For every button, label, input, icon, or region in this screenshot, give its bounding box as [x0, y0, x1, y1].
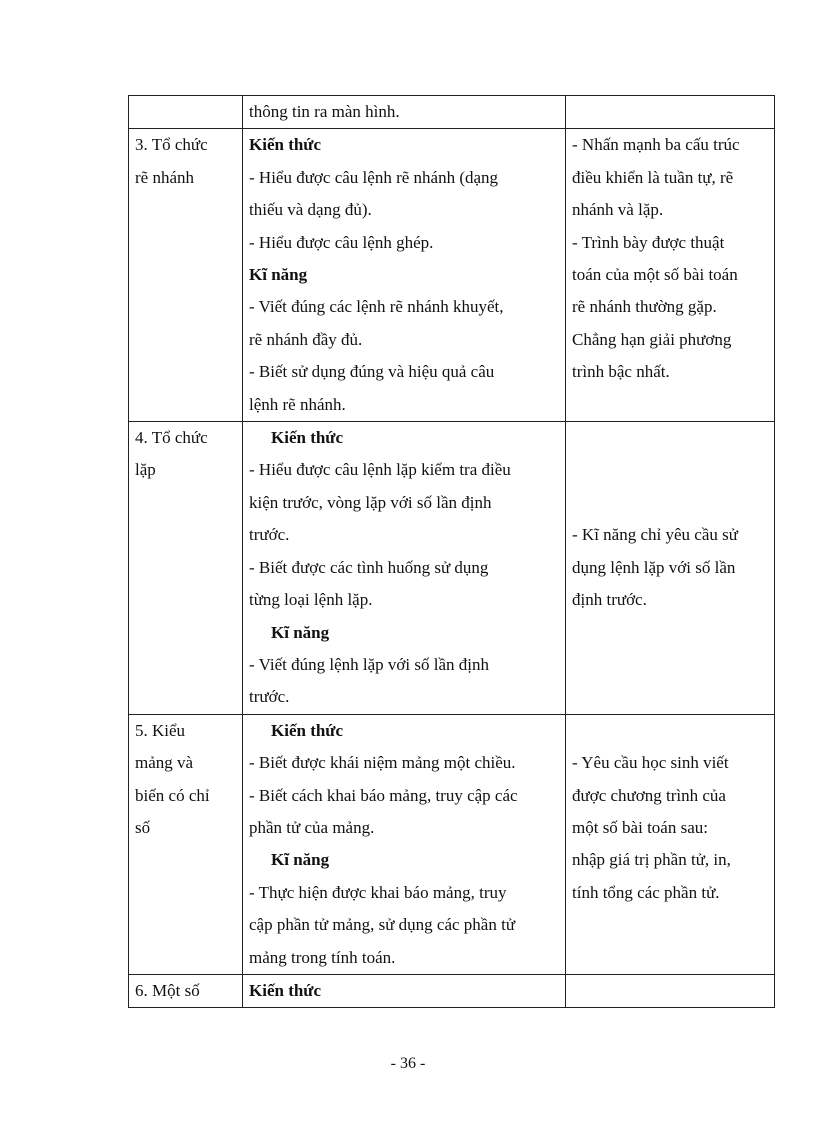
- topic-line: số: [135, 817, 151, 837]
- section-heading-skills: Kĩ năng: [249, 265, 308, 285]
- page-number: - 36 -: [390, 1055, 426, 1072]
- topic-line: lặp: [135, 460, 156, 480]
- content-line: rẽ nhánh đầy đủ.: [249, 329, 363, 349]
- note-line: nhập giá trị phần tử, in,: [572, 850, 731, 870]
- note-line: - Nhấn mạnh ba cấu trúc: [572, 135, 740, 155]
- content-line: thông tin ra màn hình.: [249, 102, 400, 121]
- topic-cell: [129, 714, 243, 974]
- section-heading-skills: Kĩ năng: [271, 622, 330, 642]
- topic-line: 5. Kiểu: [135, 720, 186, 740]
- content-line: kiện trước, vòng lặp với số lần định: [249, 492, 492, 512]
- content-cell: [243, 714, 566, 974]
- topic-line: mảng và: [135, 753, 194, 773]
- content-line: - Hiểu được câu lệnh ghép.: [249, 232, 434, 252]
- note-cell: [566, 129, 775, 422]
- note-line: - Kĩ năng chỉ yêu cầu sử: [572, 525, 738, 545]
- note-cell: [566, 974, 775, 1007]
- content-line: - Thực hiện được khai báo mảng, truy: [249, 882, 507, 902]
- topic-cell: [129, 422, 243, 715]
- content-line: - Biết được các tình huống sử dụng: [249, 557, 489, 577]
- section-heading-knowledge: Kiến thức: [271, 428, 344, 448]
- note-line: trình bậc nhất.: [572, 362, 670, 382]
- content-cell: [243, 422, 566, 715]
- topic-line: rẽ nhánh: [135, 167, 195, 187]
- content-line: - Viết đúng lệnh lặp với số lần định: [249, 654, 489, 674]
- content-line: - Biết cách khai báo mảng, truy cập các: [249, 785, 518, 805]
- topic-line: 3. Tổ chức: [135, 135, 208, 155]
- content-line: thiếu và dạng đủ).: [249, 200, 372, 220]
- note-cell: [566, 714, 775, 974]
- curriculum-table: [128, 95, 775, 1008]
- content-line: - Hiểu được câu lệnh lặp kiểm tra điều: [249, 460, 511, 480]
- topic-line: 4. Tổ chức: [135, 428, 208, 448]
- note-line: rẽ nhánh thường gặp.: [572, 297, 717, 317]
- table-row: [129, 422, 775, 715]
- note-line: định trước.: [572, 590, 647, 610]
- topic-cell: [129, 974, 243, 1007]
- content-line: phần tử của mảng.: [249, 817, 375, 837]
- note-spacer: [572, 715, 768, 747]
- note-spacer: [572, 422, 768, 519]
- content-line: lệnh rẽ nhánh.: [249, 394, 346, 414]
- content-cell: [243, 96, 566, 129]
- note-line: một số bài toán sau:: [572, 817, 708, 837]
- table-row: [129, 129, 775, 422]
- content-line: - Biết sử dụng đúng và hiệu quả câu: [249, 362, 495, 382]
- table-row: [129, 974, 775, 1007]
- section-heading-knowledge: Kiến thức: [249, 980, 322, 1000]
- topic-line: 6. Một số: [135, 980, 200, 1000]
- table-row: [129, 714, 775, 974]
- note-line: - Trình bày được thuật: [572, 232, 725, 252]
- section-heading-knowledge: Kiến thức: [249, 135, 322, 155]
- note-line: điều khiển là tuần tự, rẽ: [572, 167, 734, 187]
- content-line: trước.: [249, 525, 290, 545]
- content-line: cập phần tử mảng, sử dụng các phần tử: [249, 915, 516, 935]
- note-line: toán của một số bài toán: [572, 265, 738, 285]
- section-heading-skills: Kĩ năng: [271, 850, 330, 870]
- content-line: từng loại lệnh lặp.: [249, 590, 373, 610]
- note-cell: [566, 422, 775, 715]
- note-line: - Yêu cầu học sinh viết: [572, 753, 729, 773]
- topic-cell: [129, 96, 243, 129]
- content-line: - Viết đúng các lệnh rẽ nhánh khuyết,: [249, 297, 504, 317]
- topic-line: biến có chỉ: [135, 785, 210, 805]
- content-cell: [243, 974, 566, 1007]
- content-line: - Biết được khái niệm mảng một chiều.: [249, 753, 516, 773]
- topic-cell: [129, 129, 243, 422]
- content-line: trước.: [249, 687, 290, 707]
- content-line: mảng trong tính toán.: [249, 947, 396, 967]
- note-line: dụng lệnh lặp với số lần: [572, 557, 736, 577]
- note-line: được chương trình của: [572, 785, 726, 805]
- note-line: Chẳng hạn giải phương: [572, 329, 732, 349]
- table-row: [129, 96, 775, 129]
- content-cell: [243, 129, 566, 422]
- note-cell: [566, 96, 775, 129]
- note-line: nhánh và lặp.: [572, 200, 664, 220]
- note-line: tính tổng các phần tử.: [572, 882, 720, 902]
- content-line: - Hiểu được câu lệnh rẽ nhánh (dạng: [249, 167, 499, 187]
- section-heading-knowledge: Kiến thức: [271, 720, 344, 740]
